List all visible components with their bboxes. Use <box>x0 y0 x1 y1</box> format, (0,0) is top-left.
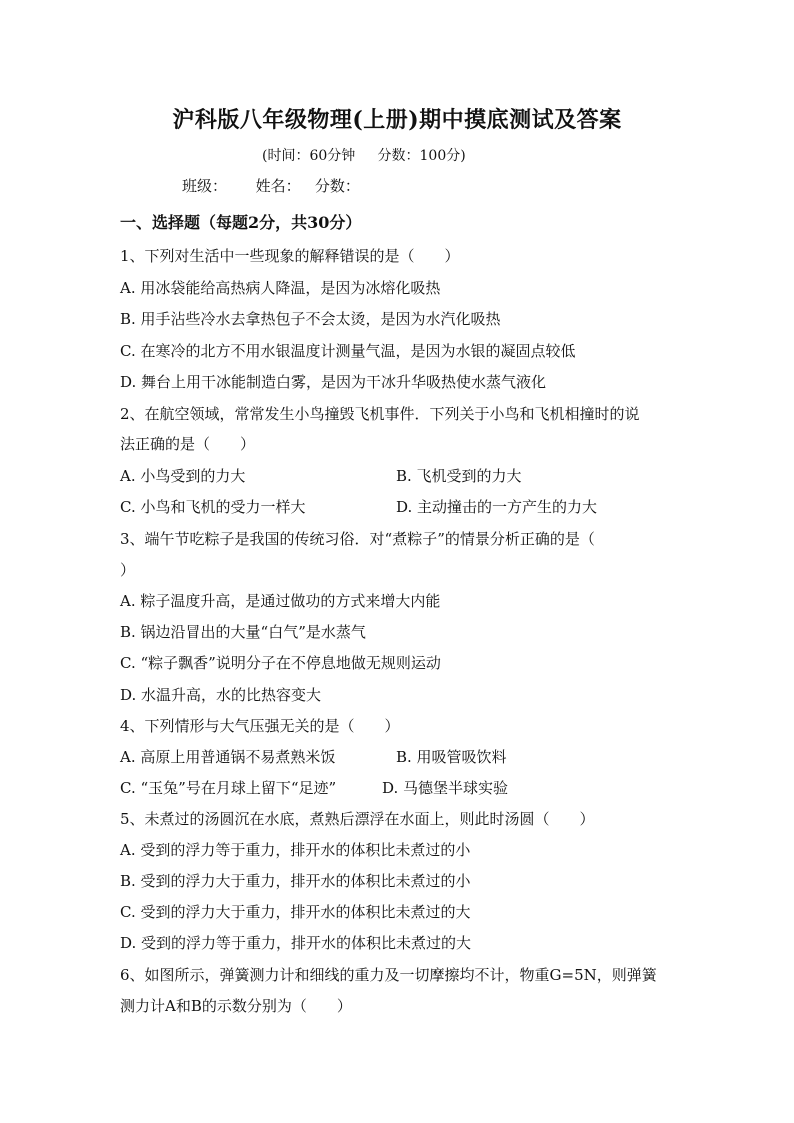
question-3-option-a: A. 粽子温度升高，是通过做功的方式来增大内能 <box>120 592 441 610</box>
question-4-option-a: A. 高原上用普通锅不易煮熟米饭 <box>120 748 336 766</box>
question-4-option-c: C. “玉兔”号在月球上留下“足迹” <box>120 779 337 797</box>
question-3-option-c: C. “粽子飘香”说明分子在不停息地做无规则运动 <box>120 654 441 672</box>
question-4-option-d: D. 马德堡半球实验 <box>382 779 509 797</box>
question-5-option-d: D. 受到的浮力等于重力，排开水的体积比未煮过的大 <box>120 934 472 952</box>
question-2-stem: 2、在航空领域，常常发生小鸟撞毁飞机事件．下列关于小鸟和飞机相撞时的说 <box>120 405 640 423</box>
question-2-option-a: A. 小鸟受到的力大 <box>120 467 246 485</box>
question-1-option-d: D. 舞台上用干冰能制造白雾，是因为干冰升华吸热使水蒸气液化 <box>120 373 547 391</box>
question-5-option-a: A. 受到的浮力等于重力，排开水的体积比未煮过的小 <box>120 841 471 859</box>
section-heading: 一、选择题（每题2分，共30分） <box>120 213 362 232</box>
question-5-option-c: C. 受到的浮力大于重力，排开水的体积比未煮过的大 <box>120 903 471 921</box>
question-6-stem: 6、如图所示，弹簧测力计和细线的重力及一切摩擦均不计，物重G=5N，则弹簧 <box>120 966 657 984</box>
question-3-stem-cont: ） <box>120 561 136 579</box>
question-1-stem: 1、下列对生活中一些现象的解释错误的是（ ） <box>120 247 460 265</box>
question-4-option-b: B. 用吸管吸饮料 <box>396 748 507 766</box>
question-3-option-b: B. 锅边沿冒出的大量“白气”是水蒸气 <box>120 623 366 641</box>
question-2-option-d: D. 主动撞击的一方产生的力大 <box>396 498 598 516</box>
question-5-option-b: B. 受到的浮力大于重力，排开水的体积比未煮过的小 <box>120 872 471 890</box>
question-3-option-d: D. 水温升高，水的比热容变大 <box>120 686 322 704</box>
question-1-option-b: B. 用手沾些冷水去拿热包子不会太烫，是因为水汽化吸热 <box>120 310 501 328</box>
question-5-stem: 5、未煮过的汤圆沉在水底，煮熟后漂浮在水面上，则此时汤圆（ ） <box>120 810 595 828</box>
question-3-stem: 3、端午节吃粽子是我国的传统习俗．对“煮粽子”的情景分析正确的是（ <box>120 530 595 548</box>
question-4-stem: 4、下列情形与大气压强无关的是（ ） <box>120 717 400 735</box>
page-title: 沪科版八年级物理(上册)期中摸底测试及答案 <box>172 107 622 133</box>
question-2-stem-cont: 法正确的是（ ） <box>120 435 256 453</box>
question-2-option-c: C. 小鸟和飞机的受力一样大 <box>120 498 306 516</box>
question-1-option-c: C. 在寒冷的北方不用水银温度计测量气温，是因为水银的凝固点较低 <box>120 342 576 360</box>
question-2-option-b: B. 飞机受到的力大 <box>396 467 522 485</box>
student-info-fields: 班级： 姓名： 分数： <box>182 177 360 195</box>
exam-meta: (时间：60分钟 分数：100分) <box>262 148 466 164</box>
question-6-stem-cont: 测力计A和B的示数分别为（ ） <box>120 997 352 1015</box>
question-1-option-a: A. 用冰袋能给高热病人降温，是因为冰熔化吸热 <box>120 279 441 297</box>
